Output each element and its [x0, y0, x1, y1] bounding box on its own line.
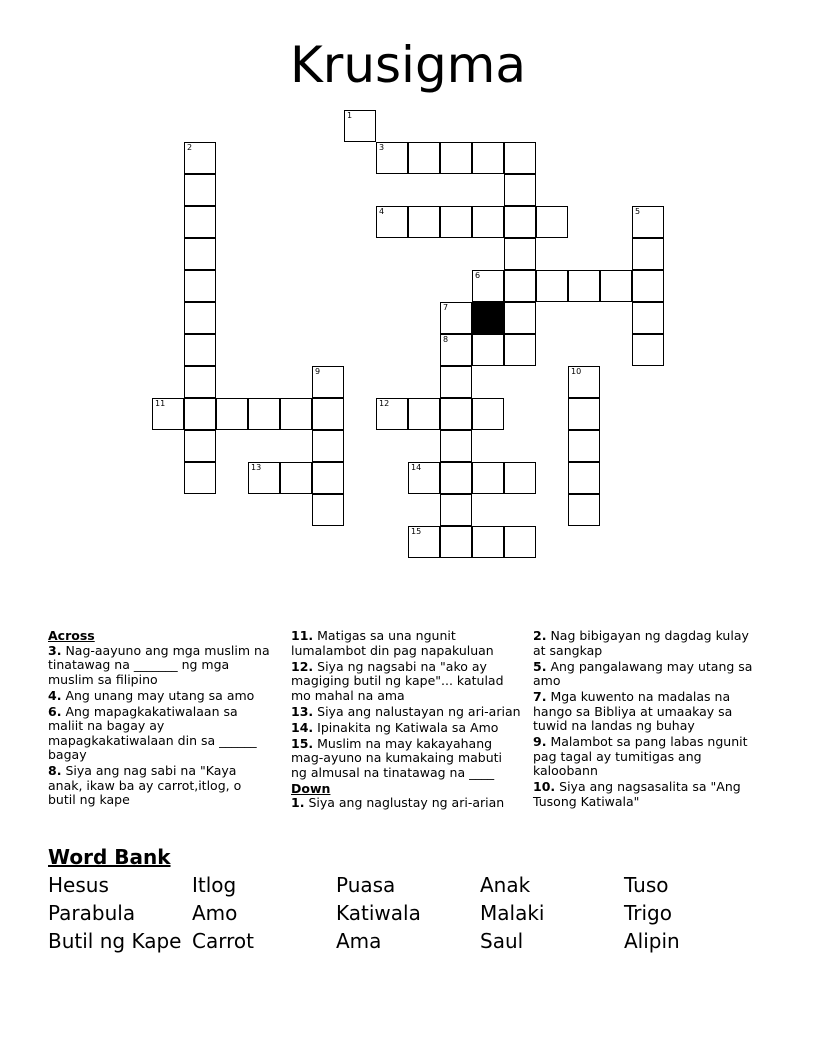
- cell-number: 7: [443, 303, 449, 312]
- crossword-cell[interactable]: [632, 302, 664, 334]
- clue-text: Ang mapagkakatiwalaan sa maliit na bagay ay mapagkakatiwalaan din sa ______ bagay: [48, 703, 257, 762]
- crossword-block-cell: [472, 302, 504, 334]
- down-header: Down: [291, 780, 331, 796]
- clue-number: 2.: [533, 628, 547, 643]
- crossword-cell[interactable]: [600, 270, 632, 302]
- clue-across-15: [291, 737, 521, 781]
- crossword-cell[interactable]: [280, 398, 312, 430]
- crossword-cell[interactable]: [504, 302, 536, 334]
- clue-across-4: [48, 689, 270, 704]
- crossword-cell[interactable]: [312, 430, 344, 462]
- crossword-cell[interactable]: [440, 430, 472, 462]
- crossword-cell[interactable]: [504, 462, 536, 494]
- word-bank-word: Katiwala: [336, 901, 421, 925]
- crossword-cell[interactable]: [184, 302, 216, 334]
- clue-text: Muslim na may kakayahang mag-ayuno na kumakaing mabuti ng almusal na tinatawag na ____: [291, 735, 503, 780]
- crossword-cell[interactable]: [440, 462, 472, 494]
- clue-across-13: [291, 705, 521, 720]
- crossword-cell[interactable]: [312, 366, 344, 398]
- clue-number: 12.: [291, 658, 314, 674]
- crossword-cell[interactable]: [248, 462, 280, 494]
- crossword-cell[interactable]: [248, 398, 280, 430]
- across-clues-col2: [291, 629, 521, 812]
- word-bank-word: Carrot: [192, 929, 254, 953]
- crossword-cell[interactable]: [408, 462, 440, 494]
- clue-text: Siya ang nagsasalita sa "Ang Tusong Katiwala": [533, 779, 741, 809]
- clue-across-3: [48, 644, 270, 688]
- crossword-cell[interactable]: [216, 398, 248, 430]
- crossword-cell[interactable]: [632, 238, 664, 270]
- crossword-cell[interactable]: [376, 206, 408, 238]
- crossword-cell[interactable]: [376, 398, 408, 430]
- crossword-cell[interactable]: [504, 238, 536, 270]
- crossword-cell[interactable]: [408, 206, 440, 238]
- clue-text: Ang pangalawang may utang sa amo: [533, 658, 753, 688]
- cell-number: 10: [571, 367, 582, 376]
- clue-number: 1.: [291, 795, 305, 810]
- crossword-cell[interactable]: [440, 526, 472, 558]
- down-clues-col3: [533, 629, 755, 811]
- clue-text: Siya ng nagsabi na "ako ay magiging butil ng kape"... katulad mo mahal na ama: [291, 658, 504, 703]
- crossword-cell[interactable]: [312, 462, 344, 494]
- crossword-cell[interactable]: [568, 494, 600, 526]
- clue-number: 11.: [291, 628, 314, 643]
- clue-across-6: [48, 705, 270, 763]
- word-bank-word: Puasa: [336, 873, 396, 897]
- word-bank-word: Parabula: [48, 901, 136, 925]
- across-header: Across: [48, 628, 95, 643]
- clue-text: Ang unang may utang sa amo: [65, 687, 255, 703]
- crossword-cell[interactable]: [184, 142, 216, 174]
- crossword-cell[interactable]: [472, 142, 504, 174]
- word-bank-title: Word Bank: [48, 845, 171, 869]
- crossword-cell[interactable]: [568, 430, 600, 462]
- cell-number: 6: [475, 271, 481, 280]
- crossword-cell[interactable]: [504, 174, 536, 206]
- crossword-cell[interactable]: [312, 494, 344, 526]
- crossword-cell[interactable]: [184, 366, 216, 398]
- crossword-cell[interactable]: [632, 270, 664, 302]
- crossword-cell[interactable]: [632, 334, 664, 366]
- crossword-cell[interactable]: [376, 142, 408, 174]
- word-bank-word: Trigo: [624, 901, 672, 925]
- word-bank-word: Anak: [480, 873, 531, 897]
- crossword-cell[interactable]: [184, 238, 216, 270]
- crossword-cell[interactable]: [504, 142, 536, 174]
- cell-number: 2: [187, 143, 193, 152]
- clue-down-1: [291, 796, 521, 811]
- clue-down-10: [533, 780, 755, 809]
- crossword-cell[interactable]: [472, 206, 504, 238]
- clue-text: Mga kuwento na madalas na hango sa Bibliya at umaakay sa tuwid na landas ng buhay: [533, 689, 733, 733]
- crossword-cell[interactable]: [472, 398, 504, 430]
- crossword-cell[interactable]: [472, 462, 504, 494]
- clue-down-9: [533, 735, 755, 779]
- crossword-cell[interactable]: [568, 366, 600, 398]
- crossword-cell[interactable]: [568, 270, 600, 302]
- word-bank-word: Amo: [192, 901, 238, 925]
- crossword-cell[interactable]: [312, 398, 344, 430]
- crossword-cell[interactable]: [504, 334, 536, 366]
- clue-text: Malambot sa pang labas ngunit pag tagal ay tumitigas ang kaloobann: [533, 734, 748, 778]
- clue-number: 14.: [291, 719, 314, 735]
- crossword-cell[interactable]: [184, 334, 216, 366]
- clue-across-8: [48, 764, 270, 808]
- across-clues-col1: [48, 629, 270, 809]
- word-bank-word: Butil ng Kape: [48, 929, 182, 953]
- word-bank-word: Saul: [480, 929, 524, 953]
- cell-number: 5: [635, 207, 641, 216]
- clue-number: 5.: [533, 658, 547, 674]
- crossword-cell[interactable]: [408, 526, 440, 558]
- crossword-cell[interactable]: [440, 206, 472, 238]
- crossword-cell[interactable]: [472, 270, 504, 302]
- clue-number: 6.: [48, 703, 62, 719]
- crossword-cell[interactable]: [568, 398, 600, 430]
- clue-number: 4.: [48, 687, 62, 703]
- crossword-cell[interactable]: [472, 526, 504, 558]
- crossword-cell[interactable]: [280, 462, 312, 494]
- crossword-cell[interactable]: [408, 142, 440, 174]
- clue-number: 10.: [533, 779, 556, 794]
- crossword-cell[interactable]: [472, 334, 504, 366]
- clue-down-5: [533, 660, 755, 689]
- crossword-cell[interactable]: [568, 462, 600, 494]
- page-title: Krusigma: [289, 36, 527, 94]
- cell-number: 13: [251, 463, 262, 472]
- crossword-cell[interactable]: [440, 494, 472, 526]
- crossword-cell[interactable]: [536, 206, 568, 238]
- crossword-cell[interactable]: [184, 174, 216, 206]
- clue-text: Siya ang nalustayan ng ari-arian: [317, 703, 521, 719]
- clue-text: Siya ang nag sabi na "Kaya anak, ikaw ba ay carrot,itlog, o butil ng kape: [48, 763, 242, 807]
- word-bank-word: Malaki: [480, 901, 545, 925]
- clue-number: 13.: [291, 703, 314, 719]
- clue-text: Matigas sa una ngunit lumalambot din pag napakuluan: [291, 628, 494, 658]
- crossword-cell[interactable]: [440, 366, 472, 398]
- crossword-cell[interactable]: [440, 142, 472, 174]
- cell-number: 8: [443, 335, 449, 344]
- clue-text: Siya ang naglustay ng ari-arian: [308, 795, 505, 810]
- crossword-cell[interactable]: [152, 398, 184, 430]
- crossword-cell[interactable]: [536, 270, 568, 302]
- clue-number: 7.: [533, 689, 547, 704]
- clue-across-14: [291, 721, 521, 736]
- crossword-cell[interactable]: [184, 430, 216, 462]
- crossword-cell[interactable]: [408, 398, 440, 430]
- clue-text: Nag bibigayan ng dagdag kulay at sangkap: [533, 628, 749, 658]
- cell-number: 15: [411, 527, 422, 536]
- word-bank-word: Itlog: [192, 873, 237, 897]
- word-bank-word: Tuso: [624, 873, 669, 897]
- crossword-cell[interactable]: [184, 398, 216, 430]
- word-bank-word: Hesus: [48, 873, 109, 897]
- clue-across-12: [291, 660, 521, 704]
- clue-down-2: [533, 629, 755, 658]
- cell-number: 9: [315, 367, 321, 376]
- crossword-cell[interactable]: [504, 270, 536, 302]
- crossword-cell[interactable]: [632, 206, 664, 238]
- crossword-cell[interactable]: [440, 398, 472, 430]
- crossword-cell[interactable]: [184, 462, 216, 494]
- cell-number: 12: [379, 399, 390, 408]
- cell-number: 4: [379, 207, 385, 216]
- clue-number: 3.: [48, 642, 62, 658]
- crossword-cell[interactable]: [344, 110, 376, 142]
- crossword-cell[interactable]: [184, 270, 216, 302]
- cell-number: 11: [155, 399, 166, 408]
- clue-text: Ipinakita ng Katiwala sa Amo: [317, 719, 499, 735]
- crossword-cell[interactable]: [184, 206, 216, 238]
- cell-number: 1: [347, 111, 353, 120]
- clue-across-11: [291, 629, 521, 658]
- word-bank-word: Alipin: [624, 929, 680, 953]
- clue-number: 8.: [48, 763, 62, 778]
- clue-down-7: [533, 690, 755, 734]
- word-bank-word: Ama: [336, 929, 382, 953]
- clue-number: 15.: [291, 735, 314, 751]
- clue-text: Nag-aayuno ang mga muslim na tinatawag na _______ ng mga muslim sa filipino: [48, 642, 270, 687]
- cell-number: 14: [411, 463, 422, 472]
- cell-number: 3: [379, 143, 385, 152]
- crossword-cell[interactable]: [504, 206, 536, 238]
- crossword-cell[interactable]: [504, 526, 536, 558]
- crossword-cell[interactable]: [440, 302, 472, 334]
- clue-number: 9.: [533, 734, 547, 749]
- crossword-cell[interactable]: [440, 334, 472, 366]
